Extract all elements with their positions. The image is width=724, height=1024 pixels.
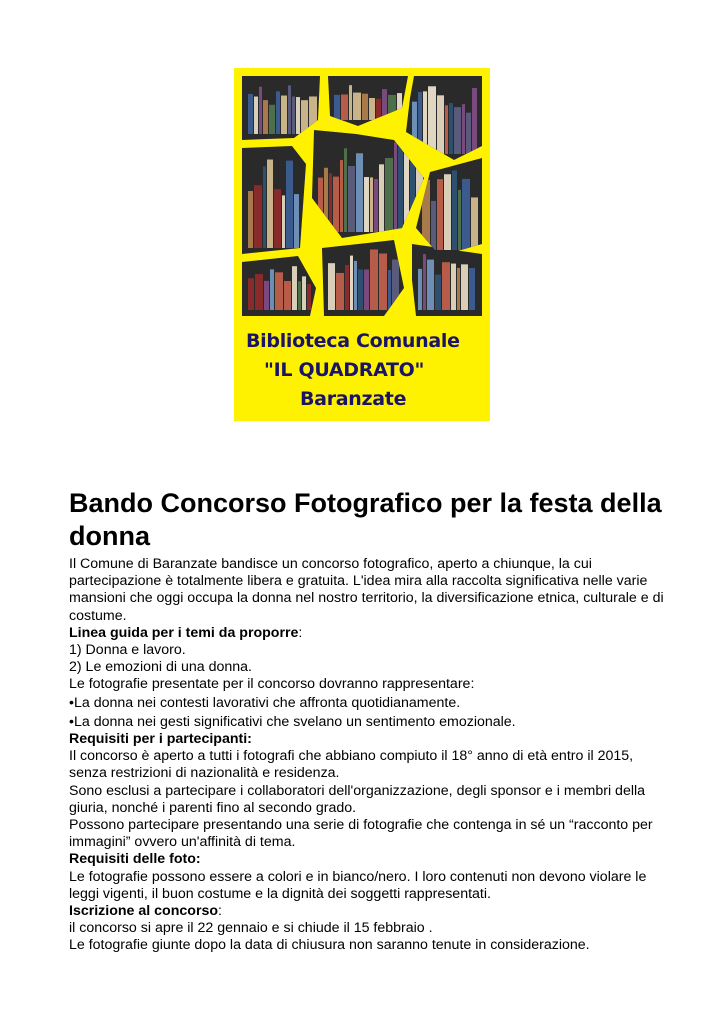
guidelines-heading: Linea guida per i temi da proporre — [69, 624, 299, 641]
book-spine — [358, 269, 363, 310]
book-spine — [364, 269, 369, 310]
bookshelf-logo-image — [234, 68, 490, 324]
book-spine — [281, 96, 287, 134]
book-spine — [302, 276, 306, 310]
book-spine — [369, 98, 375, 120]
book-spine — [286, 161, 293, 248]
book-spine — [388, 270, 391, 310]
book-spine — [288, 85, 291, 134]
registration-note: Le fotografie giunte dopo la data di chiusura non saranno tenute in considerazione. — [69, 937, 590, 954]
book-spine — [255, 274, 263, 310]
book-spine — [328, 263, 335, 310]
book-spine — [276, 91, 280, 134]
participants-paragraph-2: Sono esclusi a partecipare i collaboratori dell'organizzazione, degli sponsor e i membri della giuria, nonché i parenti fino al secondo grado. — [69, 782, 646, 816]
book-spine — [370, 249, 378, 310]
book-spine — [274, 189, 281, 248]
logo-line-town: Baranzate — [300, 388, 407, 410]
book-spine — [445, 105, 448, 154]
book-spine — [376, 99, 381, 120]
book-spine — [444, 174, 451, 250]
registration-heading-line — [69, 903, 669, 920]
participants-paragraph-1: Il concorso è aperto a tutti i fotografi che abbiano compiuto il 18° anno di età entro il 2015, senza restrizioni di nazionalità e residenza. — [69, 748, 634, 782]
book-spine — [379, 254, 387, 310]
book-spine — [294, 194, 299, 248]
book-spine — [458, 190, 461, 250]
book-spine — [292, 97, 295, 134]
book-spine — [248, 278, 254, 310]
book-spine — [248, 94, 253, 134]
participants-paragraph-3: Possono partecipare presentando una serie di fotografie che contenga in sé un “racconto per immagini” ovvero un'affinità di tema. — [69, 817, 653, 851]
book-spine — [452, 170, 457, 250]
book-spine — [437, 95, 444, 154]
book-spine — [418, 269, 422, 310]
book-spine — [356, 153, 363, 232]
book-spine — [385, 158, 393, 232]
book-spine — [282, 195, 285, 248]
bullet-1: •La donna nei contesti lavorativi che affronta quotidianamente. — [69, 695, 461, 712]
book-spine — [423, 254, 426, 310]
book-spine — [449, 103, 453, 154]
book-spine — [269, 105, 275, 134]
logo-line-name: "IL QUADRATO" — [264, 359, 425, 381]
book-spine — [469, 268, 475, 310]
book-spine — [442, 262, 450, 310]
book-spine — [379, 164, 384, 232]
book-spine — [284, 281, 291, 310]
book-spine — [462, 179, 470, 250]
book-spine — [354, 261, 357, 310]
book-spine — [472, 88, 477, 154]
book-spine — [264, 281, 269, 310]
logo-line-library: Biblioteca Comunale — [246, 330, 460, 352]
book-spine — [263, 100, 268, 134]
book-spine — [270, 269, 274, 310]
photos-intro: Le fotografie presentate per il concorso dovranno rappresentare: — [69, 676, 475, 693]
intro-paragraph: Il Comune di Baranzate bandisce un concorso fotografico, aperto a chiunque, la cui partecipazione è totalmente libera e gratuita. L'idea mira alla raccolta significativa nelle varie mansioni che oggi occupa la donna nel nostro territorio, la diversificazione etnica, culturale e di costume. — [69, 556, 664, 624]
book-spine — [451, 264, 456, 310]
book-spine — [340, 160, 343, 232]
book-spine — [263, 166, 266, 248]
library-logo — [234, 68, 490, 421]
book-spine — [333, 177, 339, 232]
book-spine — [370, 177, 373, 232]
guidelines-colon: : — [298, 624, 303, 641]
book-spine — [454, 107, 461, 154]
book-spine — [254, 185, 262, 248]
guidelines-heading-line — [69, 625, 669, 642]
book-spine — [353, 93, 361, 120]
book-spine — [341, 95, 348, 120]
book-spine — [307, 284, 311, 310]
bullet-2: •La donna nei gesti significativi che svelano un sentimento emozionale. — [69, 713, 516, 730]
book-spine — [437, 179, 443, 250]
book-spine — [431, 201, 436, 250]
book-spine — [259, 87, 262, 134]
book-spine — [471, 197, 478, 250]
book-spine — [374, 179, 378, 232]
book-spine — [461, 264, 468, 310]
theme-1: 1) Donna e lavoro. — [69, 642, 186, 659]
book-spine — [362, 94, 368, 120]
book-spine — [364, 177, 369, 232]
book-spine — [348, 166, 355, 232]
photo-requirements-paragraph: Le fotografie possono essere a colori e in bianco/nero. I loro contenuti non devono violare le leggi vigenti, il buon costume e la dignità dei soggetti rappresentati. — [69, 868, 647, 902]
book-spine — [344, 148, 347, 232]
book-spine — [427, 260, 434, 310]
document-title: Bando Concorso Fotografico per la festa della donna — [69, 488, 662, 551]
book-spine — [292, 266, 297, 310]
participants-heading: Requisiti per i partecipanti: — [69, 731, 252, 748]
book-spine — [350, 256, 353, 310]
book-spine — [398, 142, 403, 232]
book-spine — [435, 275, 441, 310]
registration-heading: Iscrizione al concorso — [69, 903, 219, 920]
book-spine — [349, 85, 352, 120]
book-spine — [275, 272, 283, 310]
registration-colon: : — [218, 903, 222, 920]
logo-caption — [234, 326, 490, 421]
book-spine — [466, 113, 471, 154]
registration-dates: il concorso si apre il 22 gennaio e si chiude il 15 febbraio . — [69, 920, 433, 937]
book-spine — [334, 95, 340, 120]
book-spine — [462, 104, 465, 154]
book-spine — [345, 265, 349, 310]
book-spine — [457, 268, 460, 310]
book-spine — [267, 160, 273, 248]
book-spine — [248, 191, 253, 248]
book-spine — [298, 281, 301, 310]
book-spine — [296, 97, 300, 134]
book-spine — [428, 86, 436, 154]
photo-requirements-heading: Requisiti delle foto: — [69, 851, 201, 868]
book-spine — [394, 142, 397, 232]
book-spine — [336, 273, 344, 310]
book-spine — [254, 97, 258, 134]
theme-2: 2) Le emozioni di una donna. — [69, 659, 252, 676]
document-body — [69, 556, 669, 955]
